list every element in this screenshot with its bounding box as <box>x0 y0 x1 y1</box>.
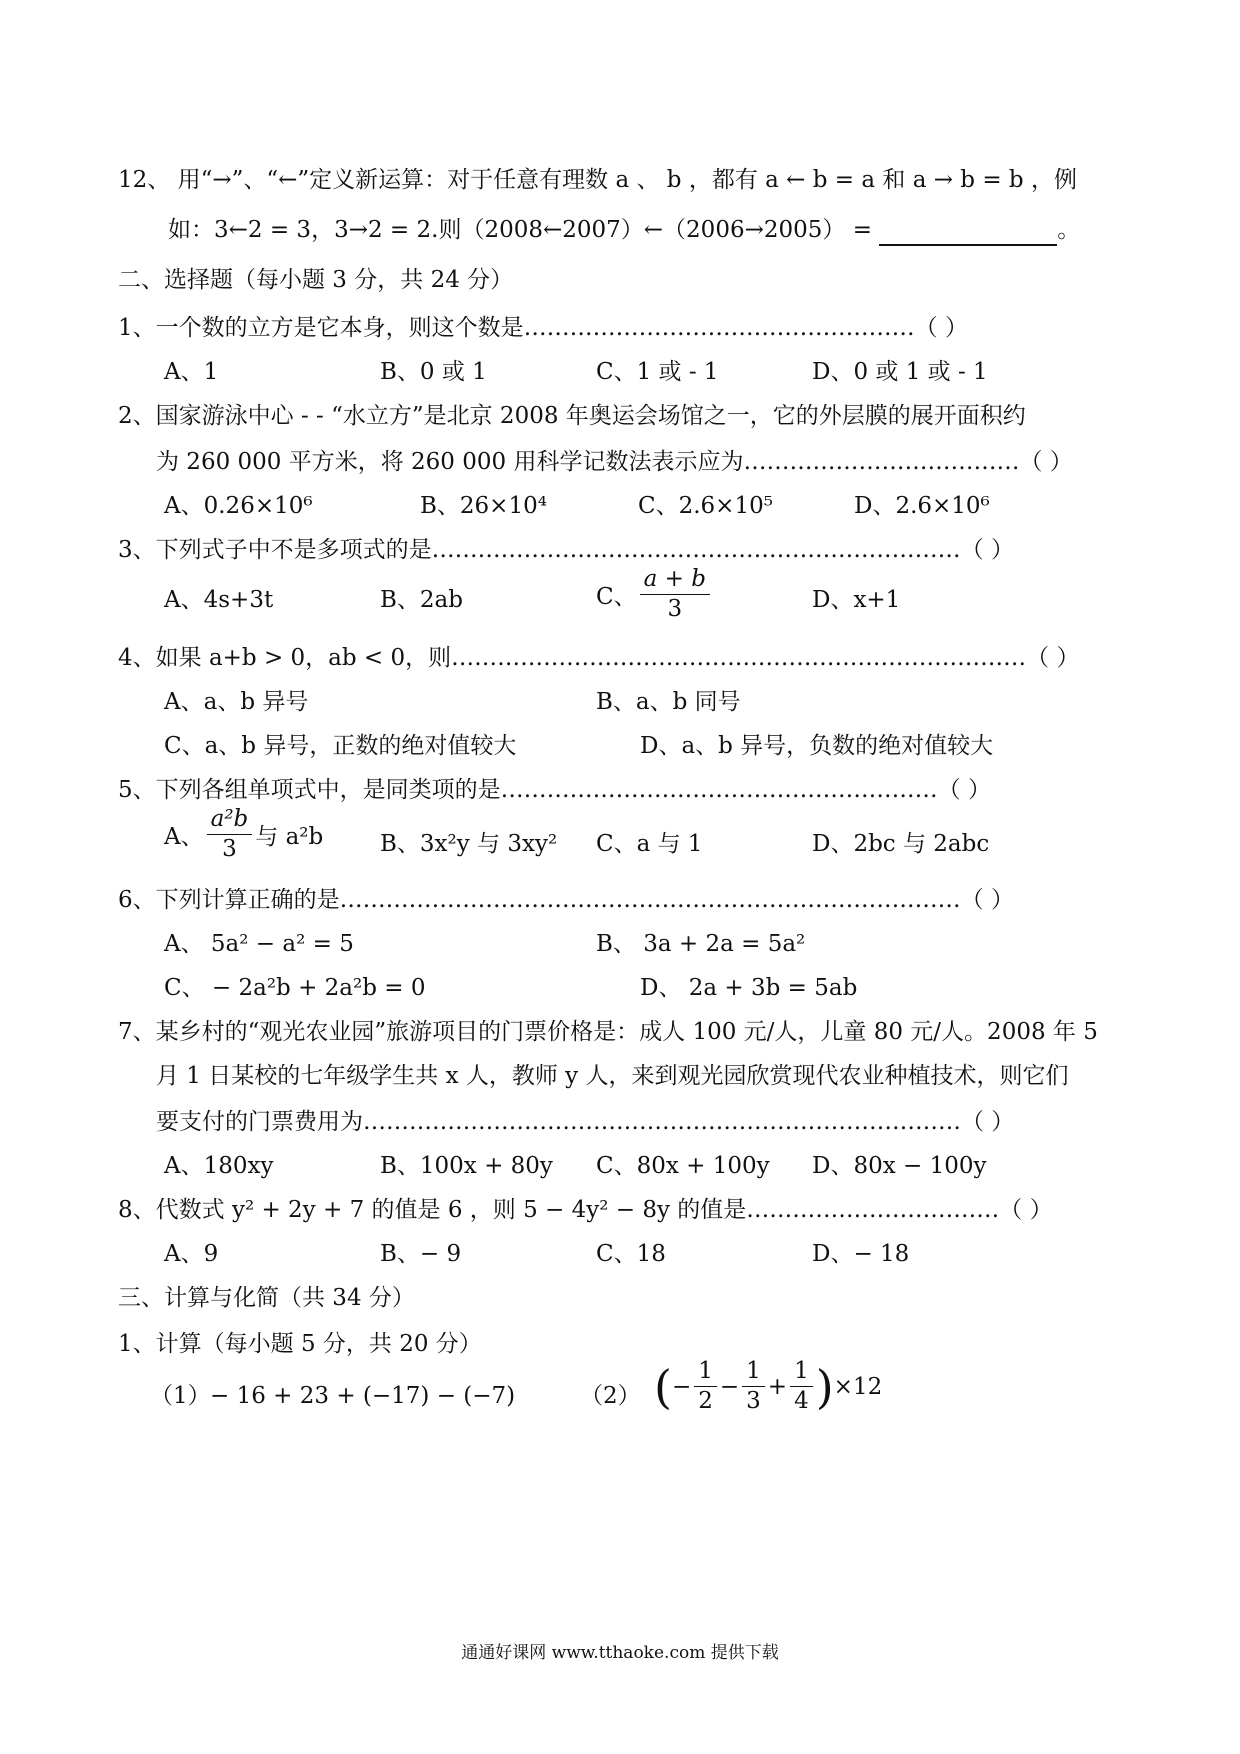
fraction-3-num: 1 <box>790 1360 813 1387</box>
section2-title: 二、选择题（每小题 3 分，共 24 分） <box>118 267 514 293</box>
fraction-1 <box>694 1360 717 1413</box>
q5-option-a-rest: 与 a²b <box>255 824 324 850</box>
fraction-3 <box>790 1360 813 1413</box>
q2-line2: 为 260 000 平方米，将 260 000 用科学记数法表示应为………………………………（ ） <box>156 449 1073 475</box>
q5-option-a-label: A、 <box>164 824 204 850</box>
q12-line2-text: 如：3←2 = 3，3→2 = 2.则（2008←2007）←（2006→2005） = <box>168 217 872 243</box>
q3-option-c-label: C、 <box>596 584 637 610</box>
footer-source: 通通好课网 www.tthaoke.com 提供下载 <box>461 1643 779 1663</box>
q5-option-a <box>164 808 323 861</box>
q7-option-a: A、180xy <box>164 1153 274 1179</box>
q3-option-a: A、4s+3t <box>164 587 274 613</box>
section3-title: 三、计算与化简（共 34 分） <box>118 1285 415 1311</box>
q8-option-d: D、− 18 <box>812 1241 910 1267</box>
q4-stem: 4、如果 a+b > 0，ab < 0，则…………………………………………………………………（ ） <box>118 645 1080 671</box>
q4-option-b: B、a、b 同号 <box>596 689 741 715</box>
q1-option-d: D、0 或 1 或 - 1 <box>812 359 988 385</box>
right-paren: ) <box>815 1359 834 1414</box>
fraction-1-den: 2 <box>698 1388 713 1414</box>
q2-option-c: C、2.6×10⁵ <box>638 493 773 519</box>
problem-2-label: （2） <box>580 1383 641 1409</box>
multiplier: ×12 <box>833 1373 883 1400</box>
answer-blank <box>879 222 1057 246</box>
fraction-2-num: 1 <box>742 1360 765 1387</box>
q5-fraction <box>207 808 253 861</box>
problem-1-expression: − 16 + 23 + (−17) − (−7) <box>210 1383 516 1409</box>
q6-option-b: B、 3a + 2a = 5a² <box>596 931 806 957</box>
q6-option-c: C、 − 2a²b + 2a²b = 0 <box>164 975 426 1001</box>
q6-stem: 6、下列计算正确的是………………………………………………………………………（ ） <box>118 887 1014 913</box>
q5-fraction-num: a²b <box>207 808 253 835</box>
q7-option-d: D、80x − 100y <box>812 1153 987 1179</box>
q7-line1: 7、某乡村的“观光农业园”旅游项目的门票价格是：成人 100 元/人，儿童 80 元/人。2008 年 5 <box>118 1019 1098 1045</box>
fraction-1-num: 1 <box>694 1360 717 1387</box>
q2-option-d: D、2.6×10⁶ <box>854 493 990 519</box>
q7-line3: 要支付的门票费用为……………………………………………………………………（ ） <box>156 1109 1015 1135</box>
fraction-2-den: 3 <box>746 1388 761 1414</box>
q7-option-c: C、80x + 100y <box>596 1153 770 1179</box>
q8-option-a: A、9 <box>164 1241 219 1267</box>
fraction-2 <box>742 1360 765 1413</box>
q8-option-b: B、− 9 <box>380 1241 462 1267</box>
q3-option-c <box>596 568 713 621</box>
q3-fraction-num: a + b <box>640 568 710 595</box>
q3-option-d: D、x+1 <box>812 587 901 613</box>
q1-option-a: A、1 <box>164 359 219 385</box>
q8-option-c: C、18 <box>596 1241 666 1267</box>
q8-stem: 8、代数式 y² + 2y + 7 的值是 6 ，则 5 − 4y² − 8y 的值是……………………………（ ） <box>118 1197 1053 1223</box>
q4-option-d: D、a、b 异号，负数的绝对值较大 <box>640 733 994 759</box>
q5-option-c: C、a 与 1 <box>596 831 703 857</box>
fraction-3-den: 4 <box>794 1388 809 1414</box>
q5-option-b: B、3x²y 与 3xy² <box>380 831 558 857</box>
q6-option-a: A、 5a² − a² = 5 <box>164 931 354 957</box>
q7-line2: 月 1 日某校的七年级学生共 x 人，教师 y 人，来到观光园欣赏现代农业种植技术，则它们 <box>156 1063 1069 1089</box>
q4-option-a: A、a、b 异号 <box>164 689 309 715</box>
q5-option-d: D、2bc 与 2abc <box>812 831 990 857</box>
problem-2-expression <box>654 1360 882 1413</box>
q3-option-b: B、2ab <box>380 587 463 613</box>
q6-option-d: D、 2a + 3b = 5ab <box>640 975 858 1001</box>
plus-sign: + <box>767 1373 788 1400</box>
minus-sign: − <box>671 1373 692 1400</box>
problem-1-label: （1） <box>150 1383 211 1409</box>
q12-line2 <box>168 214 1080 246</box>
section3-subtitle: 1、计算（每小题 5 分，共 20 分） <box>118 1331 482 1357</box>
minus-sign: − <box>719 1373 740 1400</box>
q12-period: 。 <box>1057 217 1081 243</box>
q2-option-a: A、0.26×10⁶ <box>164 493 313 519</box>
q3-fraction-den: 3 <box>667 596 683 622</box>
q4-option-c: C、a、b 异号，正数的绝对值较大 <box>164 733 517 759</box>
q2-line1: 2、国家游泳中心 - - “水立方”是北京 2008 年奥运会场馆之一，它的外层膜的展开面积约 <box>118 403 1026 429</box>
q3-fraction <box>640 568 710 621</box>
q5-stem: 5、下列各组单项式中，是同类项的是…………………………………………………（ ） <box>118 777 991 803</box>
q3-stem: 3、下列式子中不是多项式的是……………………………………………………………（ ） <box>118 537 1014 563</box>
q1-stem: 1、一个数的立方是它本身，则这个数是……………………………………………（ ） <box>118 315 968 341</box>
q2-option-b: B、26×10⁴ <box>420 493 547 519</box>
q1-option-b: B、0 或 1 <box>380 359 487 385</box>
left-paren: ( <box>654 1359 672 1414</box>
q1-option-c: C、1 或 - 1 <box>596 359 719 385</box>
q5-fraction-den: 3 <box>222 836 237 862</box>
q12-line1: 12、 用“→”、“←”定义新运算：对于任意有理数 a 、 b ，都有 a ← b = a 和 a → b = b ，例 <box>118 167 1077 193</box>
q7-option-b: B、100x + 80y <box>380 1153 553 1179</box>
